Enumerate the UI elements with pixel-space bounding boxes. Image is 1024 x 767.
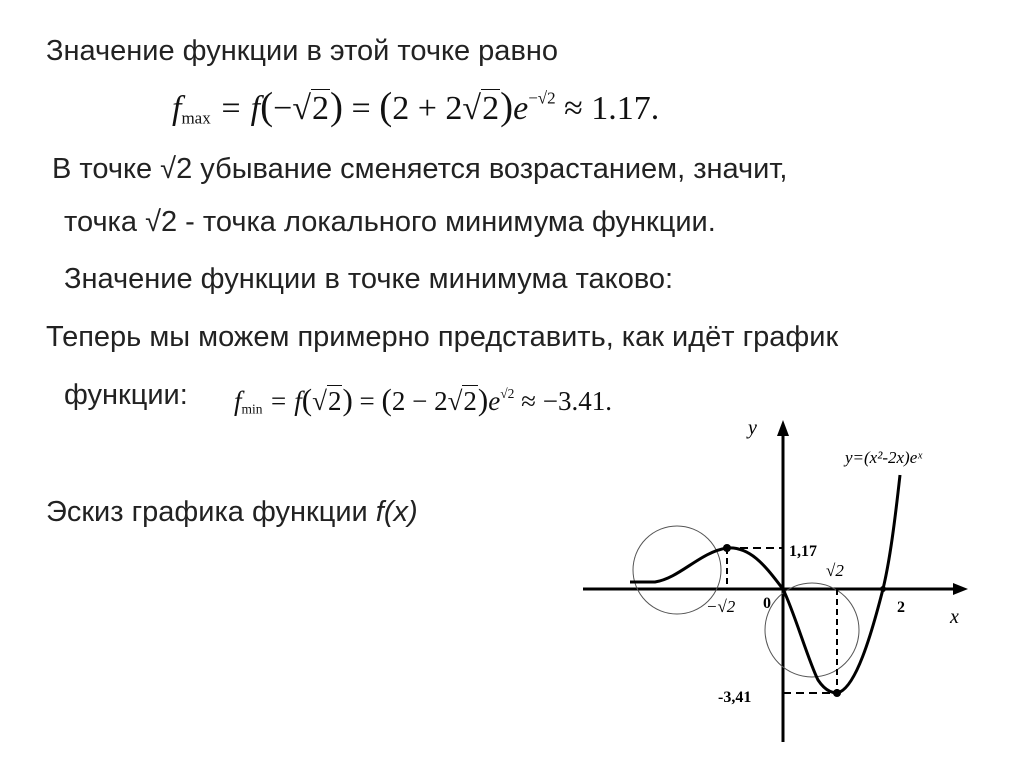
root-point-two — [880, 586, 886, 592]
formula-min-eq2: = — [352, 386, 382, 416]
formula-min-coef: 2 − 2 — [391, 386, 448, 416]
formula-max-coef: 2 + 2 — [392, 90, 463, 127]
x-axis-label: x — [950, 606, 959, 628]
formula-min: $f_{min} = f(√2) = (2 - 2√2)e^{√2} \approx -3.41$. — [234, 382, 612, 417]
formula-max-arg-sign: − — [273, 90, 293, 127]
text-line-3: точка √2 - точка локального минимума функции. — [64, 206, 716, 238]
formula-max-eq2: = — [343, 90, 380, 127]
formula-max: $f_{max} = f(-√2) = (2 + 2√2)e^{-√2} \approx 1.17$. — [172, 85, 660, 128]
formula-max-exp: −√2 — [528, 88, 556, 108]
text-line-4: Значение функции в точке минимума таково: — [64, 263, 674, 295]
min-circle — [765, 583, 859, 677]
formula-min-radicand2: 2 — [463, 386, 477, 416]
y-axis-label: y — [748, 417, 757, 439]
text-line-1: Значение функции в этой точке равно — [46, 35, 558, 67]
formula-min-exp: √2 — [500, 385, 515, 401]
function-curve — [630, 475, 900, 693]
max-circle — [633, 526, 721, 614]
text-line-6: функции: — [64, 379, 188, 411]
max-point — [723, 544, 731, 552]
label-neg-sqrt2: −√2 — [706, 597, 736, 616]
text-line-7 — [46, 495, 418, 530]
formula-max-radicand2: 2 — [482, 90, 500, 127]
text-line-2: В точке √2 убывание сменяется возрастанием, значит, — [52, 153, 788, 185]
label-pos-sqrt2: √2 — [826, 561, 844, 580]
formula-min-approx: ≈ −3.41. — [514, 386, 612, 416]
sketch-caption: Эскиз графика функции — [46, 496, 376, 528]
label-max-value: 1,17 — [789, 543, 817, 560]
graph-equation: y=(x²-2x)eˣ — [845, 448, 923, 467]
sketch-caption-function: f(x) — [375, 496, 418, 528]
formula-max-approx: ≈ 1.17. — [555, 90, 660, 127]
formula-min-eq1: = f — [262, 386, 302, 416]
formula-max-eq1: = f — [210, 90, 261, 127]
x-axis-arrow — [953, 583, 968, 595]
formula-max-f: f — [172, 90, 182, 127]
min-point — [833, 689, 841, 697]
formula-max-e: e — [513, 90, 529, 127]
label-two: 2 — [897, 599, 905, 616]
formula-max-radicand: 2 — [312, 90, 329, 127]
formula-min-e: e — [488, 386, 501, 416]
label-min-value: -3,41 — [718, 689, 752, 706]
formula-min-f: f — [234, 386, 242, 416]
y-axis-arrow — [777, 420, 789, 436]
formula-min-sub: min — [241, 401, 263, 417]
formula-min-radicand: 2 — [327, 386, 342, 416]
label-zero: 0 — [763, 595, 771, 612]
formula-max-sub: max — [181, 108, 211, 128]
text-line-5: Теперь мы можем примерно представить, как идёт график — [46, 321, 839, 353]
